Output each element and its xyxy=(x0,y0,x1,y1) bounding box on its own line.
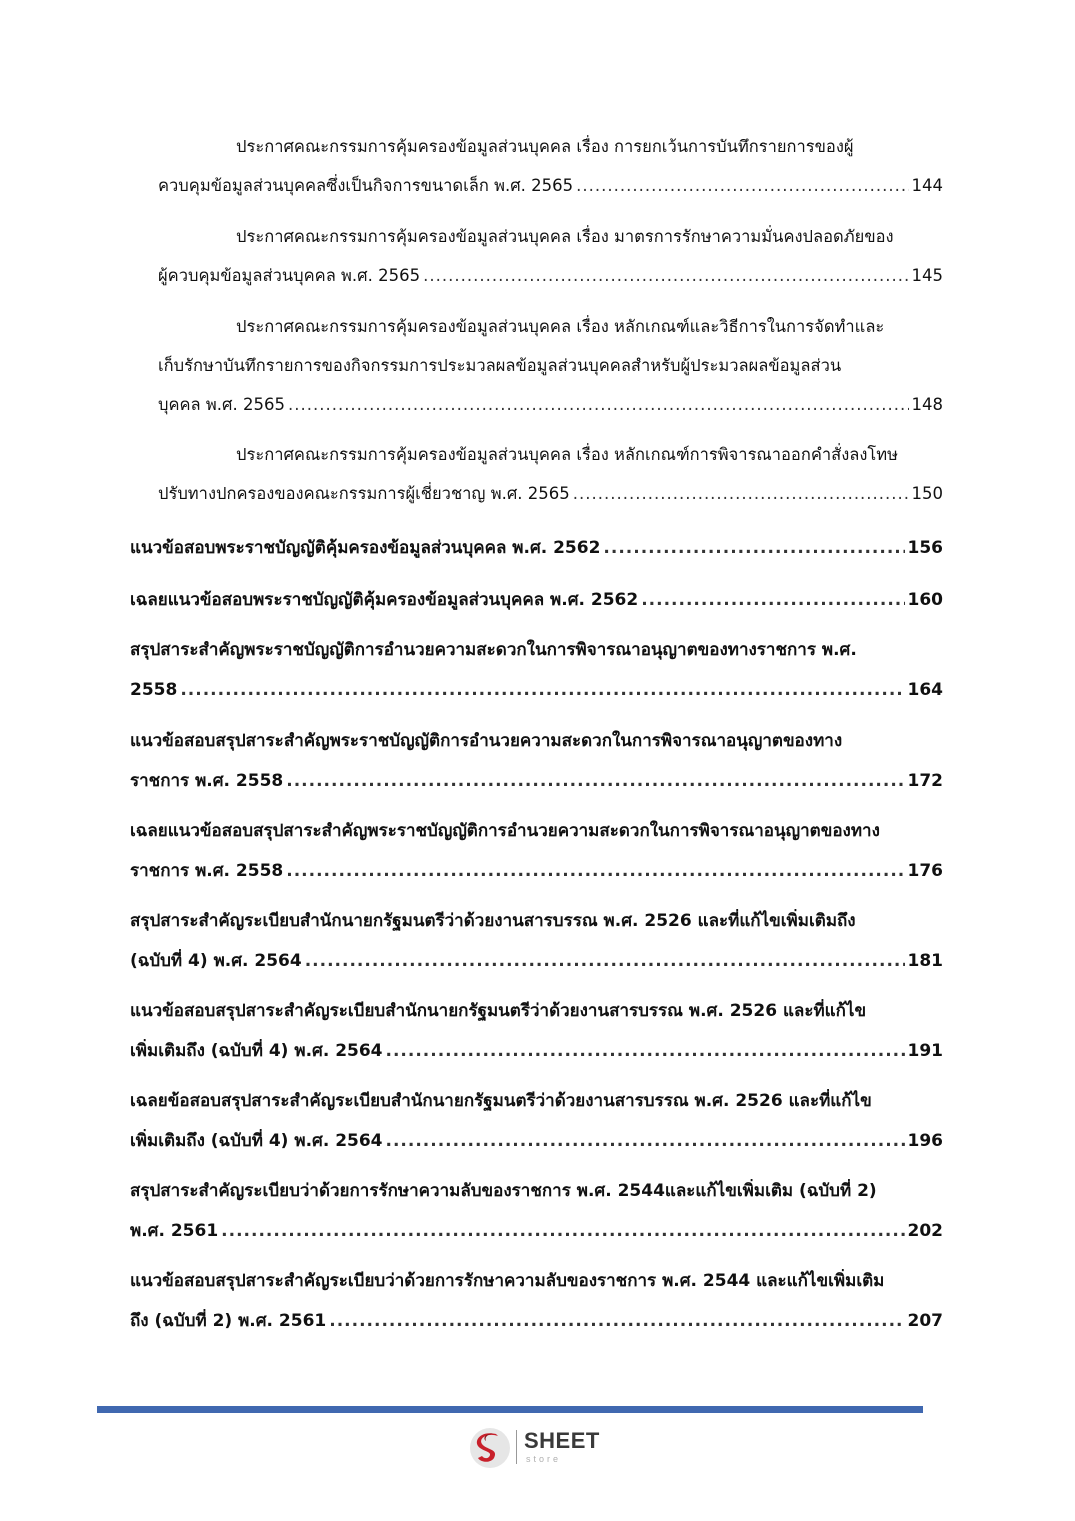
toc-page-number: 148 xyxy=(911,395,943,414)
dot-leader xyxy=(305,949,905,973)
toc-entry-last-line xyxy=(130,1129,943,1155)
toc-entry-last-line xyxy=(130,588,943,614)
toc-page-number: 176 xyxy=(907,861,943,881)
toc-entry-line: ประกาศคณะกรรมการคุ้มครองข้อมูลส่วนบุคคล เรื่อง มาตรการรักษาความมั่นคงปลอดภัยของ xyxy=(236,227,894,246)
toc-page-number: 172 xyxy=(907,771,943,791)
toc-entry-title: ผู้ควบคุมข้อมูลส่วนบุคคล พ.ศ. 2565 xyxy=(158,266,421,285)
toc-page-number: 150 xyxy=(911,484,943,503)
dot-leader xyxy=(603,536,904,560)
dot-leader xyxy=(286,859,904,883)
toc-page-number: 145 xyxy=(911,266,943,285)
toc-entry-line: แนวข้อสอบสรุปสาระสำคัญพระราชบัญญัติการอำนวยความสะดวกในการพิจารณาอนุญาตของทาง xyxy=(130,731,843,751)
toc-entry-line: สรุปสาระสำคัญพระราชบัญญัติการอำนวยความสะดวกในการพิจารณาอนุญาตของทางราชการ พ.ศ. xyxy=(130,640,857,660)
footer-divider xyxy=(97,1406,923,1413)
toc-entry-title: ราชการ พ.ศ. 2558 xyxy=(130,771,284,791)
toc-page-number: 202 xyxy=(907,1221,943,1241)
toc-entry-title: (ฉบับที่ 4) พ.ศ. 2564 xyxy=(130,951,302,971)
toc-entry-line: เก็บรักษาบันทึกรายการของกิจกรรมการประมวลผลข้อมูลส่วนบุคคลสำหรับผู้ประมวลผลข้อมูลส่วน xyxy=(158,356,842,375)
logo-separator xyxy=(516,1430,517,1464)
toc-page-number: 156 xyxy=(907,538,943,558)
toc-entry-title: ถึง (ฉบับที่ 2) พ.ศ. 2561 xyxy=(130,1311,327,1331)
dot-leader xyxy=(286,769,904,793)
toc-entry-last-line xyxy=(158,393,943,419)
dot-leader xyxy=(386,1039,905,1063)
toc-entry-last-line xyxy=(158,264,943,290)
toc-entry-title: 2558 xyxy=(130,680,178,700)
logo-text: SHEET xyxy=(524,1428,600,1453)
dot-leader xyxy=(329,1309,904,1333)
s-swirl-logo-icon xyxy=(468,1426,512,1470)
toc-entry-last-line xyxy=(158,482,943,508)
toc-entry-title: ราชการ พ.ศ. 2558 xyxy=(130,861,284,881)
toc-entry-line: ประกาศคณะกรรมการคุ้มครองข้อมูลส่วนบุคคล เรื่อง หลักเกณฑ์และวิธีการในการจัดทำและ xyxy=(236,317,885,336)
toc-page-number: 160 xyxy=(907,590,943,610)
dot-leader xyxy=(386,1129,905,1153)
sheet-store-logo xyxy=(468,1426,618,1470)
dot-leader xyxy=(641,588,904,612)
toc-entry-line: สรุปสาระสำคัญระเบียบสำนักนายกรัฐมนตรีว่าด้วยงานสารบรรณ พ.ศ. 2526 และที่แก้ไขเพิ่มเติมถึง xyxy=(130,911,856,931)
toc-entry-last-line xyxy=(130,1219,943,1245)
toc-entry-title: ควบคุมข้อมูลส่วนบุคคลซึ่งเป็นกิจการขนาดเล็ก พ.ศ. 2565 xyxy=(158,176,574,195)
toc-page-number: 207 xyxy=(907,1311,943,1331)
toc-page-number: 196 xyxy=(907,1131,943,1151)
toc-entry-title: บุคคล พ.ศ. 2565 xyxy=(158,395,285,414)
toc-entry-line: สรุปสาระสำคัญระเบียบว่าด้วยการรักษาความลับของราชการ พ.ศ. 2544และแก้ไขเพิ่มเติม (ฉบับที่ 2) xyxy=(130,1181,877,1201)
toc-entry-last-line xyxy=(130,1039,943,1065)
toc-entry-last-line xyxy=(130,678,943,704)
logo-subtext: store xyxy=(526,1454,562,1464)
toc-page-number: 144 xyxy=(911,176,943,195)
toc-page-number: 164 xyxy=(907,680,943,700)
toc-entry-line: เฉลยแนวข้อสอบสรุปสาระสำคัญพระราชบัญญัติการอำนวยความสะดวกในการพิจารณาอนุญาตของทาง xyxy=(130,821,880,841)
toc-entry-last-line xyxy=(130,769,943,795)
toc-page-number: 191 xyxy=(907,1041,943,1061)
toc-entry-title: เพิ่มเติมถึง (ฉบับที่ 4) พ.ศ. 2564 xyxy=(130,1131,383,1151)
toc-entry-last-line xyxy=(130,859,943,885)
toc-entry-line: ประกาศคณะกรรมการคุ้มครองข้อมูลส่วนบุคคล เรื่อง การยกเว้นการบันทึกรายการของผู้ xyxy=(236,137,854,156)
toc-entry-title: ปรับทางปกครองของคณะกรรมการผู้เชี่ยวชาญ พ.ศ. 2565 xyxy=(158,484,570,503)
dot-leader xyxy=(576,174,908,198)
toc-entry-line: แนวข้อสอบสรุปสาระสำคัญระเบียบสำนักนายกรัฐมนตรีว่าด้วยงานสารบรรณ พ.ศ. 2526 และที่แก้ไข xyxy=(130,1001,867,1021)
toc-entry-last-line xyxy=(130,949,943,975)
toc-entry-last-line xyxy=(130,1309,943,1335)
dot-leader xyxy=(221,1219,904,1243)
toc-entry-title: พ.ศ. 2561 xyxy=(130,1221,219,1241)
toc-entry-title: เฉลยแนวข้อสอบพระราชบัญญัติคุ้มครองข้อมูลส่วนบุคคล พ.ศ. 2562 xyxy=(130,590,639,610)
toc-entry-last-line xyxy=(158,174,943,200)
dot-leader xyxy=(423,264,908,288)
dot-leader xyxy=(180,678,904,702)
toc-entry-line: เฉลยข้อสอบสรุปสาระสำคัญระเบียบสำนักนายกรัฐมนตรีว่าด้วยงานสารบรรณ พ.ศ. 2526 และที่แก้ไข xyxy=(130,1091,872,1111)
toc-entry-last-line xyxy=(130,536,943,562)
toc-entry-line: แนวข้อสอบสรุปสาระสำคัญระเบียบว่าด้วยการรักษาความลับของราชการ พ.ศ. 2544 และแก้ไขเพิ่มเติม xyxy=(130,1271,885,1291)
dot-leader xyxy=(573,482,909,506)
toc-entry-line: ประกาศคณะกรรมการคุ้มครองข้อมูลส่วนบุคคล เรื่อง หลักเกณฑ์การพิจารณาออกคำสั่งลงโทษ xyxy=(236,445,899,464)
toc-entry-title: แนวข้อสอบพระราชบัญญัติคุ้มครองข้อมูลส่วนบุคคล พ.ศ. 2562 xyxy=(130,538,601,558)
toc-page-number: 181 xyxy=(907,951,943,971)
toc-entry-title: เพิ่มเติมถึง (ฉบับที่ 4) พ.ศ. 2564 xyxy=(130,1041,383,1061)
dot-leader xyxy=(288,393,909,417)
